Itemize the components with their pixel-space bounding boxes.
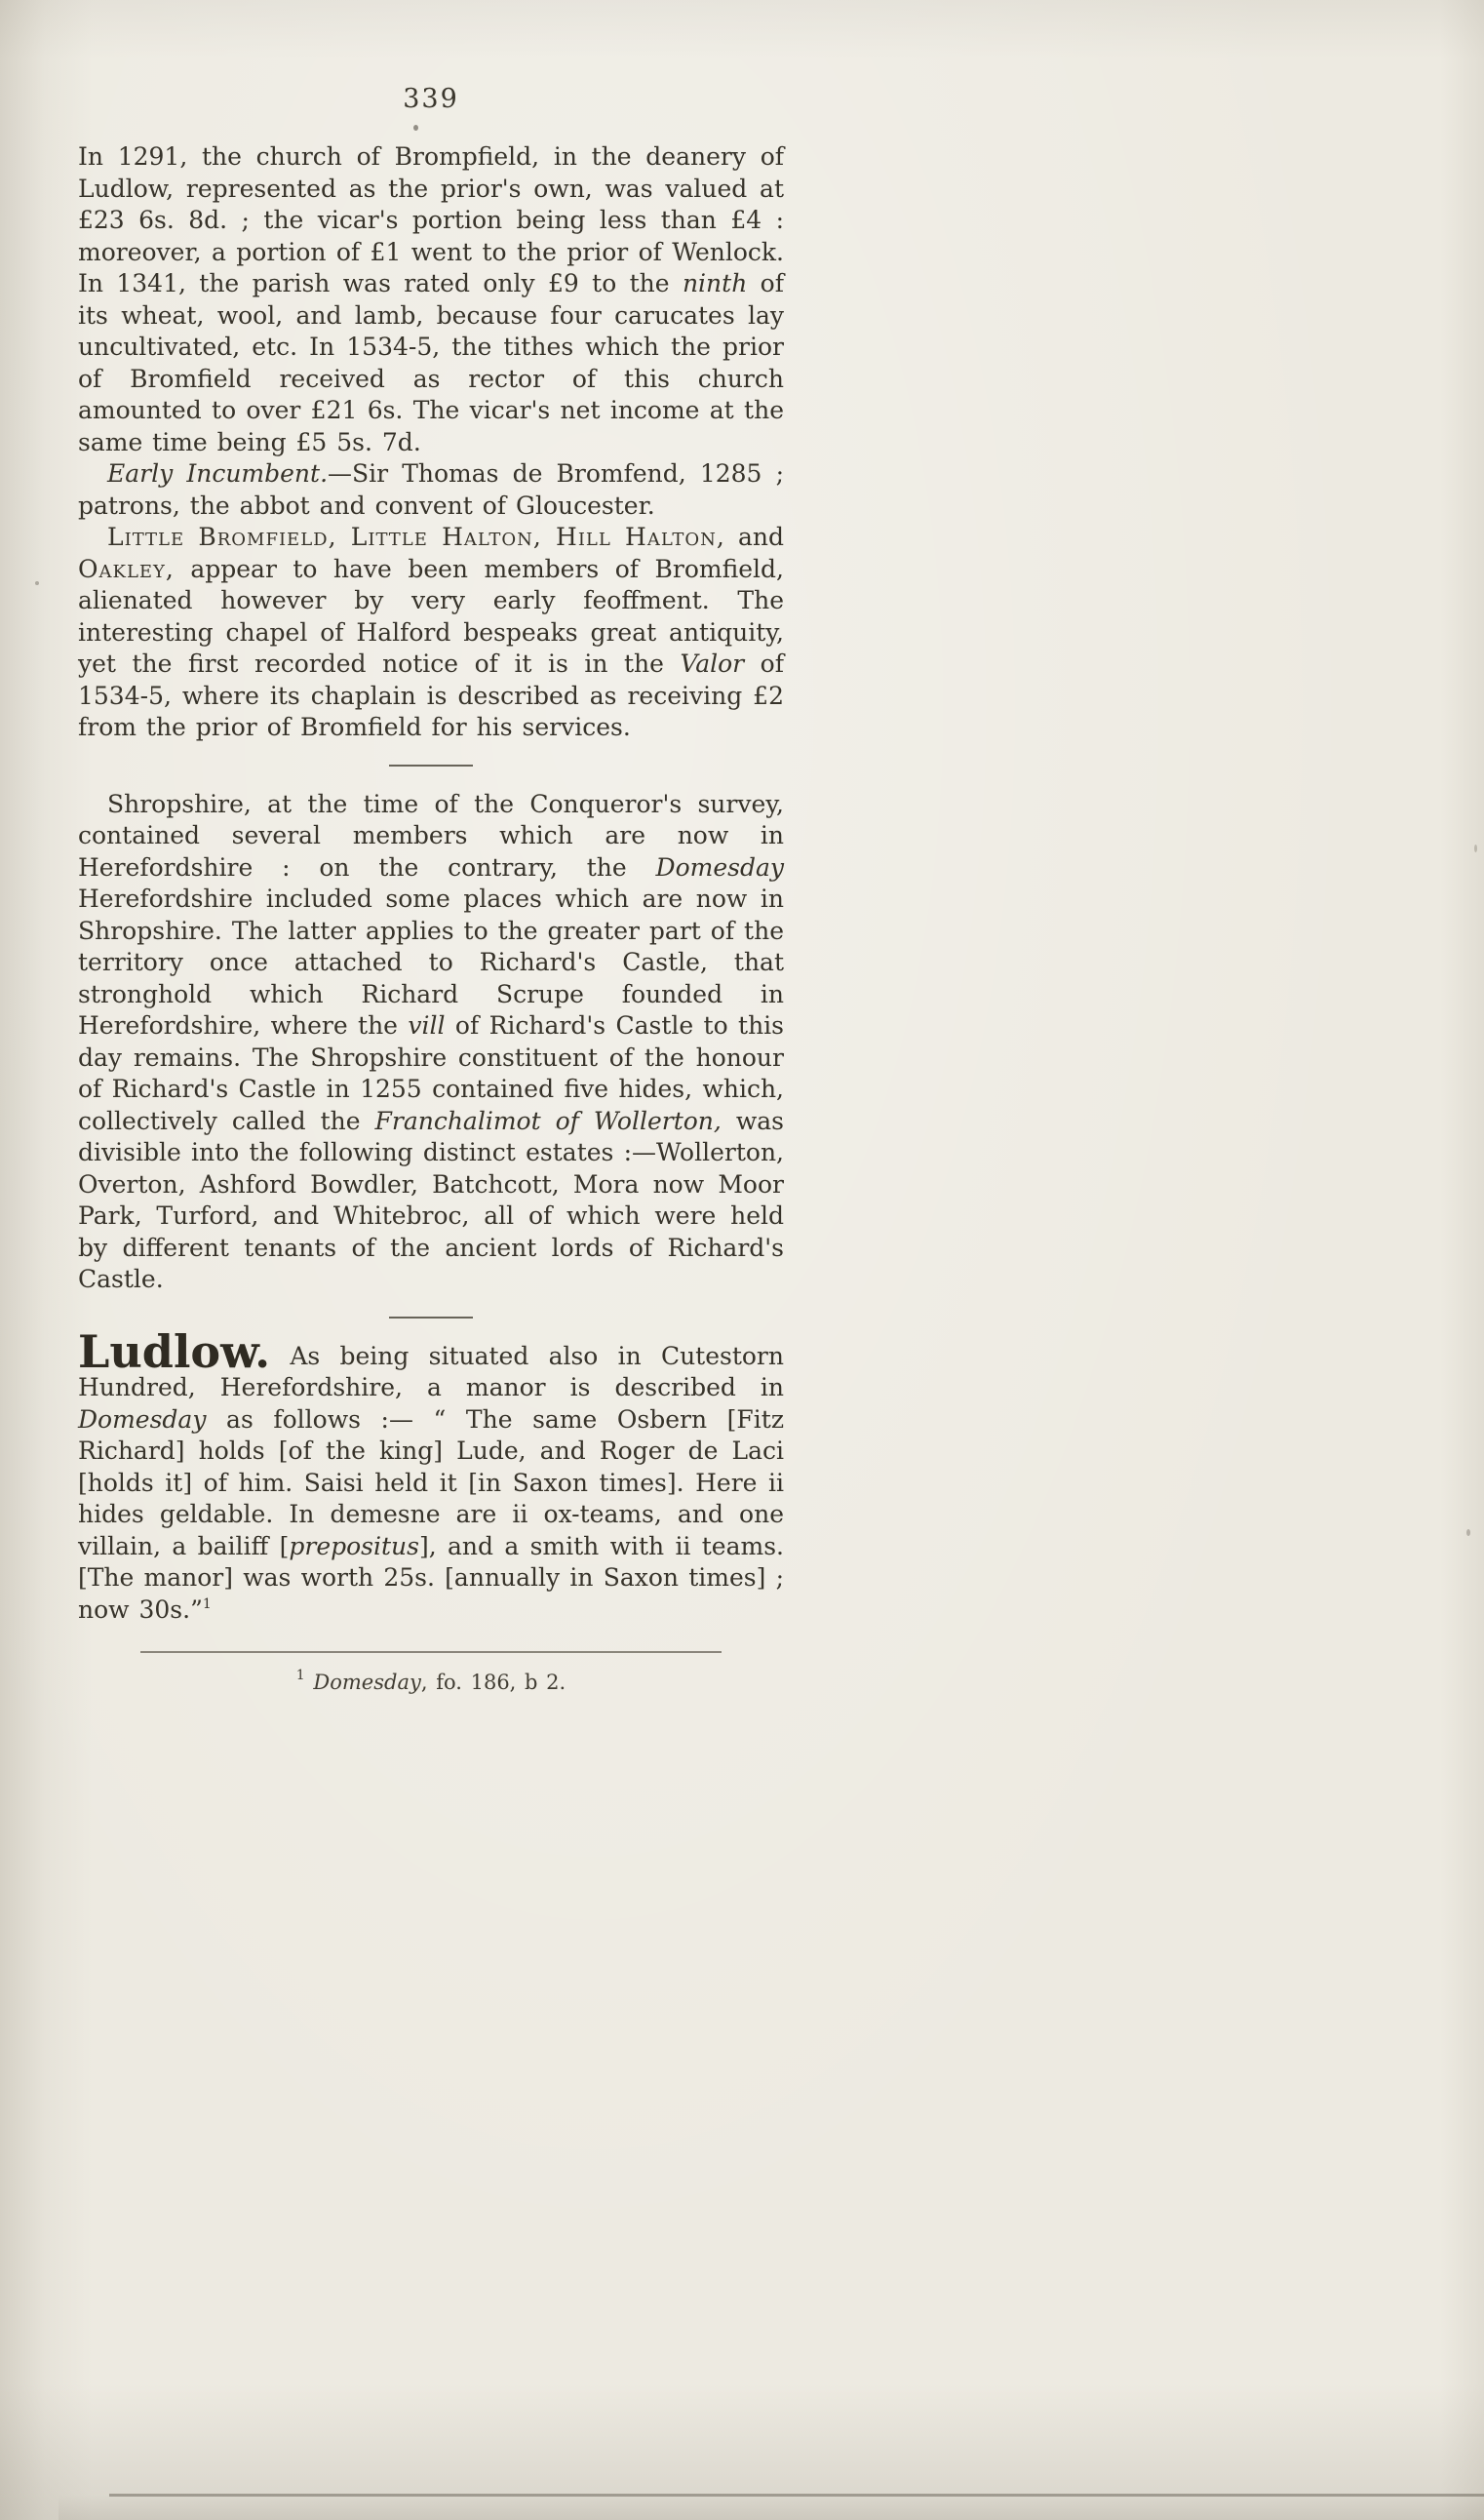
text-run-italic: Valor <box>680 650 745 678</box>
footnote <box>78 1668 784 1694</box>
paragraph-shropshire <box>78 789 784 1296</box>
ink-speck <box>1466 1529 1470 1536</box>
section-divider <box>389 765 473 767</box>
text-block <box>78 84 784 1694</box>
footnote-marker: 1 <box>295 1668 305 1683</box>
text-run-italic: Early Incumbent. <box>107 459 329 488</box>
ink-speck <box>1474 845 1477 852</box>
paragraph-early-incumbent <box>78 458 784 522</box>
text-run: ], and a smith with ii teams. [The manor] was worth 25s. [annually in Saxon times] ; now 30s.” <box>78 1531 784 1624</box>
paragraph-little-bromfield <box>78 522 784 744</box>
text-run: of Richard's Castle to this day remains. The Shropshire constituent of the honour of Richard's Castle in 1255 contained five hides, which, collectively called the <box>78 1011 784 1135</box>
text-run: In 1291, the church of Brompfield, in the deanery of Ludlow, represented as the prior's own, was valued at £23 6s. 8d. ; the vicar's portion being less than £4 : moreover, a portion of £1 went to the prior of Wenlock. In 1341, the parish was rated only £9 to the <box>78 142 784 297</box>
text-run: appear to have been members of Bromfield, alienated however by very early feoffment. The interesting chapel of Halford bespeaks great antiquity, yet the first recorded notice of it is in the <box>78 554 784 678</box>
text-run: and <box>724 523 784 551</box>
section-divider <box>389 1317 473 1319</box>
ink-speck <box>35 581 39 585</box>
text-run-smallcaps: Oakley, <box>78 554 175 583</box>
paragraph-valuation <box>78 141 784 458</box>
paragraph-ludlow <box>78 1324 784 1627</box>
text-run: As being situated also in Cutestorn Hundred, Herefordshire, a manor is described in <box>78 1341 784 1401</box>
text-run: of its wheat, wool, and lamb, because four carucates lay uncultivated, etc. In 1534-5, the tithes which the prior of Bromfield received as rector of this church amounted to over £21 6s. The vicar's net income at the same time being £5 5s. 7d. <box>78 269 784 456</box>
text-run: Herefordshire included some places which are now in Shropshire. The latter applies to the greater part of the territory once attached to Richard's Castle, that stronghold which Richard Scrupe founded in Herefordshire, where the <box>78 885 784 1040</box>
footnote-work-title: Domesday <box>313 1671 421 1694</box>
text-run-smallcaps: Little Bromfield, Little Halton, Hill Halton, <box>107 523 725 551</box>
text-run: as follows :— “ The same Osbern [Fitz Richard] holds [of the king] Lude, and Roger de Laci [holds it] of him. Saisi held it [in Saxon times]. Here ii hides geldable. In demesne are ii ox-teams, and one villain, a bailiff [ <box>78 1404 784 1560</box>
footnote-citation: , fo. 186, b 2. <box>420 1671 566 1694</box>
text-run-italic: prepositus <box>289 1531 419 1560</box>
text-run: was divisible into the following distinct estates :—Wollerton, Overton, Ashford Bowdler, Batchcott, Mora now Moor Park, Turford, and Whitebroc, all of which were held by different tenants of the ancient lords of Richard's Castle. <box>78 1106 784 1293</box>
text-run-italic: ninth <box>682 269 748 297</box>
ludlow-heading: Ludlow. <box>78 1324 271 1378</box>
text-run-italic: Franchalimot of Wollerton, <box>374 1106 722 1135</box>
text-run-italic: Domesday <box>655 852 784 882</box>
footnote-reference: 1 <box>202 1595 212 1612</box>
ink-speck <box>413 125 418 131</box>
text-run: of 1534-5, where its chaplain is described as receiving £2 from the prior of Bromfield for his services. <box>78 650 784 741</box>
text-run-italic: vill <box>408 1011 446 1040</box>
text-run: —Sir Thomas de Bromfend, 1285 ; patrons, the abbot and convent of Gloucester. <box>78 459 784 520</box>
page-bottom-shadow <box>59 2495 1484 2520</box>
page-number: 339 <box>403 84 459 114</box>
text-run-italic: Domesday <box>78 1404 207 1434</box>
text-run: Shropshire, at the time of the Conqueror's survey, contained several members which are now in Herefordshire : on the contrary, the <box>78 789 784 882</box>
footnote-divider <box>140 1651 722 1653</box>
